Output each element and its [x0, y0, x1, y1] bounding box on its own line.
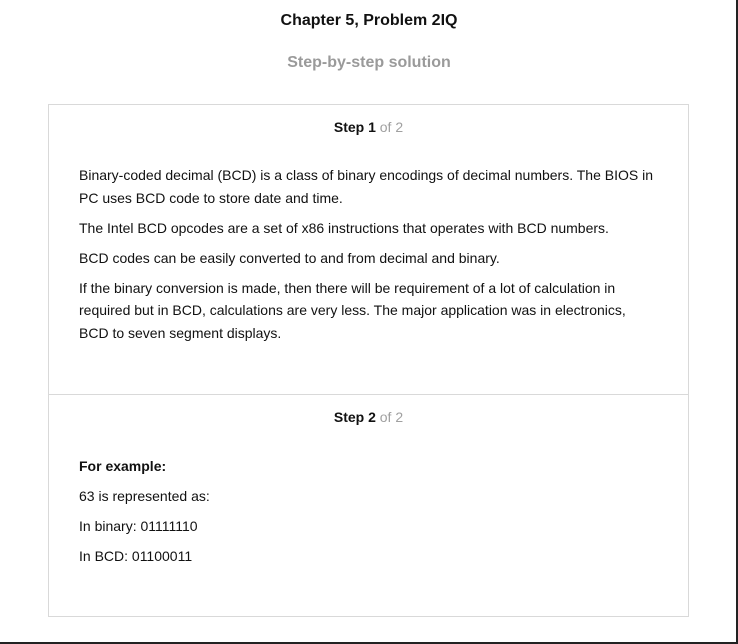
step-1-header	[49, 119, 688, 135]
step-2-paragraph: 63 is represented as:	[79, 488, 210, 504]
step-1-count: of 2	[379, 119, 404, 135]
step-2-paragraph: In BCD: 01100011	[79, 548, 193, 564]
step-1-label: Step 1	[333, 119, 376, 135]
step-2-header	[49, 409, 688, 425]
step-2-heading: For example:	[79, 458, 167, 474]
step-1-paragraph: The Intel BCD opcodes are a set of x86 instructions that operates with BCD numbers.	[79, 219, 609, 236]
step-1-paragraph: Binary-coded decimal (BCD) is a class of binary encodings of decimal numbers. The BIOS in PC uses BCD code to store date and time.	[79, 167, 653, 206]
step-2-count: of 2	[379, 409, 404, 425]
solution-card	[48, 104, 689, 617]
step-2-section	[49, 395, 688, 616]
step-1-body	[79, 164, 654, 352]
step-1-paragraph: BCD codes can be easily converted to and from decimal and binary.	[79, 249, 500, 266]
step-1-section	[49, 105, 688, 395]
page-title: Chapter 5, Problem 2IQ	[280, 12, 458, 29]
page-subtitle: Step-by-step solution	[287, 54, 451, 71]
step-2-paragraph: In binary: 01111110	[79, 518, 198, 534]
step-2-body	[79, 455, 654, 575]
step-2-label: Step 2	[333, 409, 376, 425]
step-1-paragraph: If the binary conversion is made, then there will be requirement of a lot of calculation in required but in BCD, calculations are very less. The major application was in electronics, BCD to seven segment displays.	[79, 279, 626, 341]
